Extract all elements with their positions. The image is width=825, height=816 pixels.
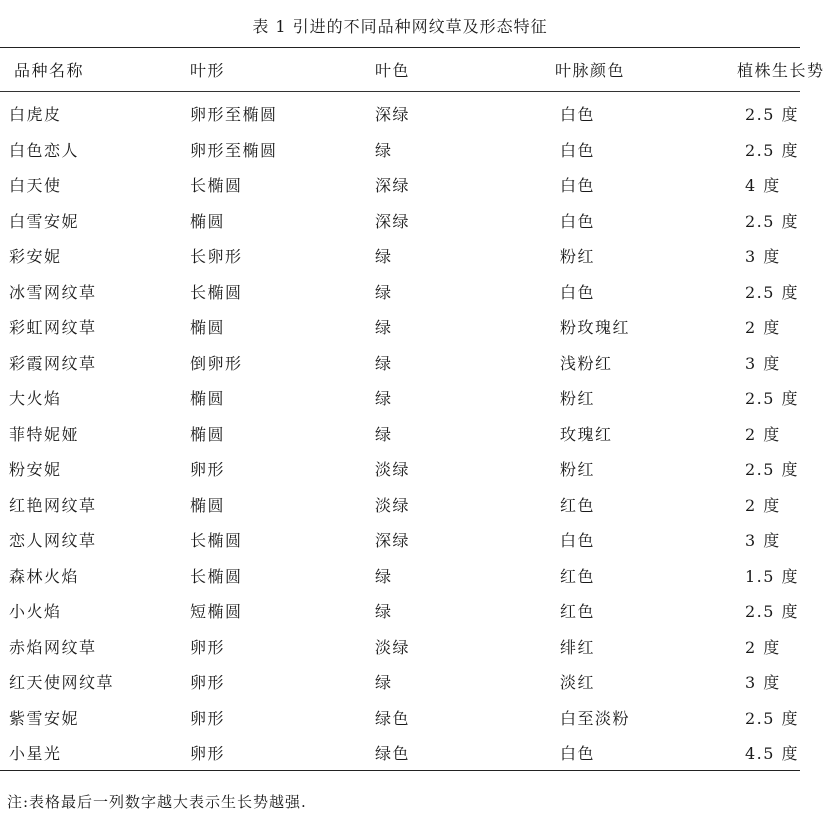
- cell-variety-name: 白虎皮: [9, 105, 62, 124]
- cell-leaf-color: 深绿: [375, 211, 411, 231]
- cell-growth-vigor: 2 度: [745, 495, 781, 515]
- cell-leaf-shape: 椭圆: [190, 495, 226, 515]
- cell-growth-vigor: 2.5 度: [745, 140, 800, 160]
- cell-leaf-shape: 卵形: [190, 673, 226, 692]
- cell-vein-color: 浅粉红: [560, 353, 613, 373]
- cell-leaf-shape: 长椭圆: [190, 176, 243, 195]
- cell-leaf-shape: 椭圆: [190, 211, 226, 231]
- cell-vein-color: 白色: [560, 176, 596, 195]
- cell-growth-vigor: 2 度: [745, 637, 781, 657]
- cell-growth-vigor: 2 度: [745, 318, 781, 337]
- cell-vein-color: 红色: [560, 602, 596, 621]
- cell-variety-name: 小火焰: [9, 602, 62, 621]
- cell-leaf-color: 绿: [375, 424, 393, 444]
- table-row: [0, 522, 800, 558]
- cell-leaf-color: 深绿: [375, 531, 411, 550]
- cell-variety-name: 菲特妮娅: [9, 424, 80, 444]
- cell-leaf-color: 绿: [375, 318, 393, 337]
- cell-growth-vigor: 2 度: [745, 424, 781, 444]
- table-row: [0, 593, 800, 629]
- cell-variety-name: 森林火焰: [9, 566, 80, 586]
- cell-leaf-color: 淡绿: [375, 495, 411, 515]
- table-row: [0, 380, 800, 416]
- cell-leaf-color: 绿色: [375, 744, 411, 763]
- cell-vein-color: 粉玫瑰红: [560, 318, 631, 337]
- cell-variety-name: 紫雪安妮: [9, 708, 80, 728]
- cell-leaf-shape: 长椭圆: [190, 282, 243, 302]
- cell-growth-vigor: 1.5 度: [745, 566, 800, 586]
- cell-growth-vigor: 4.5 度: [745, 744, 800, 763]
- cell-vein-color: 粉红: [560, 460, 596, 479]
- cell-leaf-color: 绿: [375, 282, 393, 302]
- cell-leaf-color: 绿: [375, 140, 393, 160]
- table-row: [0, 309, 800, 345]
- cell-leaf-shape: 椭圆: [190, 424, 226, 444]
- cell-vein-color: 白色: [560, 105, 596, 124]
- cell-leaf-color: 绿: [375, 566, 393, 586]
- cell-growth-vigor: 3 度: [745, 247, 781, 266]
- cell-growth-vigor: 4 度: [745, 176, 781, 195]
- cell-variety-name: 彩霞网纹草: [9, 353, 97, 373]
- header-growth-vigor: 植株生长势: [737, 61, 825, 80]
- cell-leaf-shape: 短椭圆: [190, 602, 243, 621]
- cell-variety-name: 恋人网纹草: [9, 531, 97, 550]
- cell-growth-vigor: 2.5 度: [745, 282, 800, 302]
- table-row: [0, 487, 800, 523]
- cell-variety-name: 冰雪网纹草: [9, 282, 97, 302]
- table-note: 注:表格最后一列数字越大表示生长势越强.: [7, 793, 307, 811]
- cell-leaf-color: 深绿: [375, 176, 411, 195]
- cell-variety-name: 大火焰: [9, 389, 62, 408]
- cell-variety-name: 彩安妮: [9, 247, 62, 266]
- cell-variety-name: 白天使: [9, 176, 62, 195]
- cell-variety-name: 粉安妮: [9, 460, 62, 479]
- table-row: [0, 167, 800, 203]
- cell-leaf-shape: 椭圆: [190, 318, 226, 337]
- cell-leaf-color: 绿: [375, 389, 393, 408]
- cell-vein-color: 白色: [560, 211, 596, 231]
- cell-leaf-shape: 卵形: [190, 637, 226, 657]
- cell-leaf-shape: 倒卵形: [190, 353, 243, 373]
- cell-leaf-shape: 长椭圆: [190, 566, 243, 586]
- cell-vein-color: 红色: [560, 566, 596, 586]
- table-row: [0, 238, 800, 274]
- cell-variety-name: 小星光: [9, 744, 62, 763]
- table-row: [0, 451, 800, 487]
- header-leaf-color: 叶色: [375, 61, 411, 80]
- cell-leaf-shape: 椭圆: [190, 389, 226, 408]
- table-row: [0, 700, 800, 736]
- cell-variety-name: 白雪安妮: [9, 211, 80, 231]
- cell-leaf-shape: 卵形至椭圆: [190, 105, 278, 124]
- cell-variety-name: 彩虹网纹草: [9, 318, 97, 337]
- table-body: [0, 96, 800, 771]
- cell-vein-color: 粉红: [560, 247, 596, 266]
- header-leaf-shape: 叶形: [190, 61, 226, 80]
- cell-vein-color: 白色: [560, 140, 596, 160]
- cell-growth-vigor: 2.5 度: [745, 460, 800, 479]
- table-header-row: [0, 58, 825, 86]
- cell-vein-color: 红色: [560, 495, 596, 515]
- cell-leaf-color: 深绿: [375, 105, 411, 124]
- cell-growth-vigor: 2.5 度: [745, 105, 800, 124]
- cell-leaf-color: 绿: [375, 602, 393, 621]
- cell-variety-name: 红艳网纹草: [9, 495, 97, 515]
- header-variety-name: 品种名称: [14, 61, 85, 80]
- cell-leaf-shape: 长卵形: [190, 247, 243, 266]
- table-header-rule: [0, 91, 800, 92]
- table-row: [0, 132, 800, 168]
- cell-leaf-shape: 卵形: [190, 460, 226, 479]
- cell-leaf-color: 绿色: [375, 708, 411, 728]
- cell-vein-color: 粉红: [560, 389, 596, 408]
- table-row: [0, 416, 800, 452]
- cell-vein-color: 淡红: [560, 673, 596, 692]
- header-vein-color: 叶脉颜色: [555, 61, 626, 80]
- cell-leaf-shape: 卵形至椭圆: [190, 140, 278, 160]
- cell-vein-color: 白至淡粉: [560, 708, 631, 728]
- cell-variety-name: 白色恋人: [9, 140, 80, 160]
- cell-leaf-shape: 卵形: [190, 744, 226, 763]
- table-row: [0, 96, 800, 132]
- table-row: [0, 664, 800, 700]
- cell-growth-vigor: 2.5 度: [745, 211, 800, 231]
- cell-vein-color: 白色: [560, 282, 596, 302]
- cell-growth-vigor: 3 度: [745, 531, 781, 550]
- table-row: [0, 345, 800, 381]
- cell-leaf-color: 淡绿: [375, 637, 411, 657]
- table-bottom-rule: [0, 770, 800, 771]
- cell-variety-name: 赤焰网纹草: [9, 637, 97, 657]
- cell-leaf-shape: 长椭圆: [190, 531, 243, 550]
- cell-leaf-color: 绿: [375, 247, 393, 266]
- cell-vein-color: 绯红: [560, 637, 596, 657]
- cell-vein-color: 白色: [560, 531, 596, 550]
- cell-growth-vigor: 2.5 度: [745, 389, 800, 408]
- table-caption: 表 1 引进的不同品种网纹草及形态特征: [252, 17, 548, 36]
- cell-growth-vigor: 2.5 度: [745, 602, 800, 621]
- cell-vein-color: 白色: [560, 744, 596, 763]
- cell-variety-name: 红天使网纹草: [9, 673, 115, 692]
- cell-leaf-color: 绿: [375, 353, 393, 373]
- cell-growth-vigor: 3 度: [745, 673, 781, 692]
- table-row: [0, 203, 800, 239]
- cell-growth-vigor: 2.5 度: [745, 708, 800, 728]
- cell-growth-vigor: 3 度: [745, 353, 781, 373]
- cell-vein-color: 玫瑰红: [560, 424, 613, 444]
- cell-leaf-shape: 卵形: [190, 708, 226, 728]
- table-row: [0, 558, 800, 594]
- cell-leaf-color: 淡绿: [375, 460, 411, 479]
- table-top-rule: [0, 47, 800, 48]
- table-row: [0, 735, 800, 771]
- table-row: [0, 274, 800, 310]
- cell-leaf-color: 绿: [375, 673, 393, 692]
- table-row: [0, 629, 800, 665]
